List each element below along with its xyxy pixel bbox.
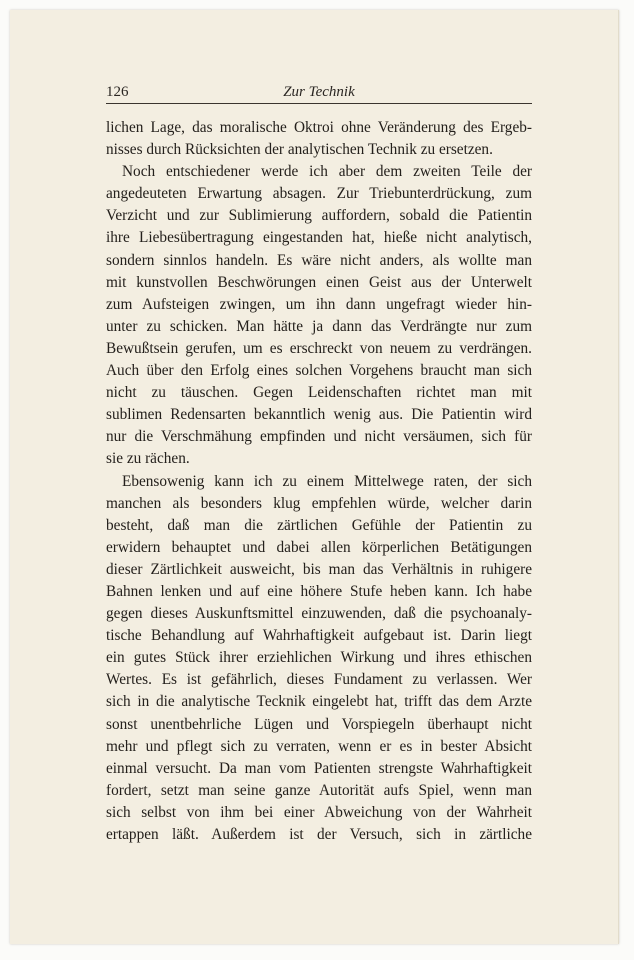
text-line: erwidern behauptet und dabei allen körperlichen Betätigungen [106,538,532,556]
text-line: sich in die analytische Tecknik eingelebt hat, trifft das dem Arzte [106,693,532,711]
text-line: Wertes. Es ist gefährlich, dieses Fundament zu verlassen. Wer [106,671,532,689]
header-rule [106,103,532,104]
text-line: mit kunstvollen Beschwörungen einen Geist aus der Unterwelt [106,273,532,291]
text-line: einmal versucht. Da man vom Patienten strengste Wahrhaftigkeit [106,759,532,777]
text-line: Ebensowenig kann ich zu einem Mittelwege raten, der sich [122,472,532,490]
text-line: ihre Liebesübertragung eingestanden hat, hieße nicht analytisch, [106,229,532,247]
text-line: besteht, daß man die zärtlichen Gefühle der Patientin zu [106,516,532,534]
text-line: tische Behandlung auf Wahrhaftigkeit aufgebaut ist. Darin liegt [106,627,532,645]
text-line: sie zu rächen. [106,450,190,468]
text-line: fordert, setzt man seine ganze Autorität aufs Spiel, wenn man [106,781,532,799]
text-line: lichen Lage, das moralische Oktroi ohne Veränderung des Ergeb- [106,119,532,136]
text-line: sondern sinnlos handeln. Es wäre nicht anders, als wollte man [106,251,532,269]
text-line: sonst unentbehrliche Lügen und Vorspiegeln überhaupt nicht [106,715,532,733]
text-line: nisses durch Rücksichten der analytischen Technik zu ersetzen. [106,141,493,159]
text-line: Bewußtsein gerufen, um es erschreckt von neuem zu verdrängen. [106,339,532,357]
text-line: Auch über den Erfolg eines solchen Vorgehens braucht man sich [106,362,532,380]
text-line: manchen als besonders klug empfehlen würde, welcher darin [106,494,532,512]
text-line: dieser Zärtlichkeit ausweicht, bis man das Verhältnis in ruhigere [106,560,532,578]
text-line: gegen dieses Auskunftsmittel einzuwenden, daß die psychoanaly- [106,605,532,623]
text-line: Bahnen lenken und auf eine höhere Stufe heben kann. Ich habe [106,582,532,600]
running-title: Zur Technik [283,84,355,100]
text-line: mehr und pflegt sich zu verraten, wenn er es in bester Absicht [106,737,532,755]
text-line: nicht zu täuschen. Gegen Leidenschaften richtet man mit [106,384,532,402]
text-line: sublimen Redensarten bekanntlich wenig aus. Die Patientin wird [106,406,532,424]
text-line: Noch entschiedener werde ich aber dem zweiten Teile der [122,163,532,181]
text-line: Verzicht und zur Sublimierung auffordern, sobald die Patientin [106,207,532,225]
text-line: ertappen läßt. Außerdem ist der Versuch, sich in zärtliche [106,826,532,843]
page-header [106,82,532,102]
text-line: angedeuteten Erwartung absagen. Zur Triebunterdrückung, zum [106,185,532,203]
text-line: sich selbst von ihm bei einer Abweichung von der Wahrheit [106,803,532,821]
text-line: nur die Verschmähung empfinden und nicht versäumen, sich für [106,428,532,446]
text-line: unter zu schicken. Man hätte ja dann das Verdrängte nur zum [106,317,532,335]
body-text [106,117,532,846]
text-line: ein gutes Stück ihrer erziehlichen Wirkung und ihres ethischen [106,649,532,667]
page-number: 126 [106,84,129,100]
text-line: zum Aufsteigen zwingen, um ihn dann ungefragt wieder hin- [106,295,532,313]
